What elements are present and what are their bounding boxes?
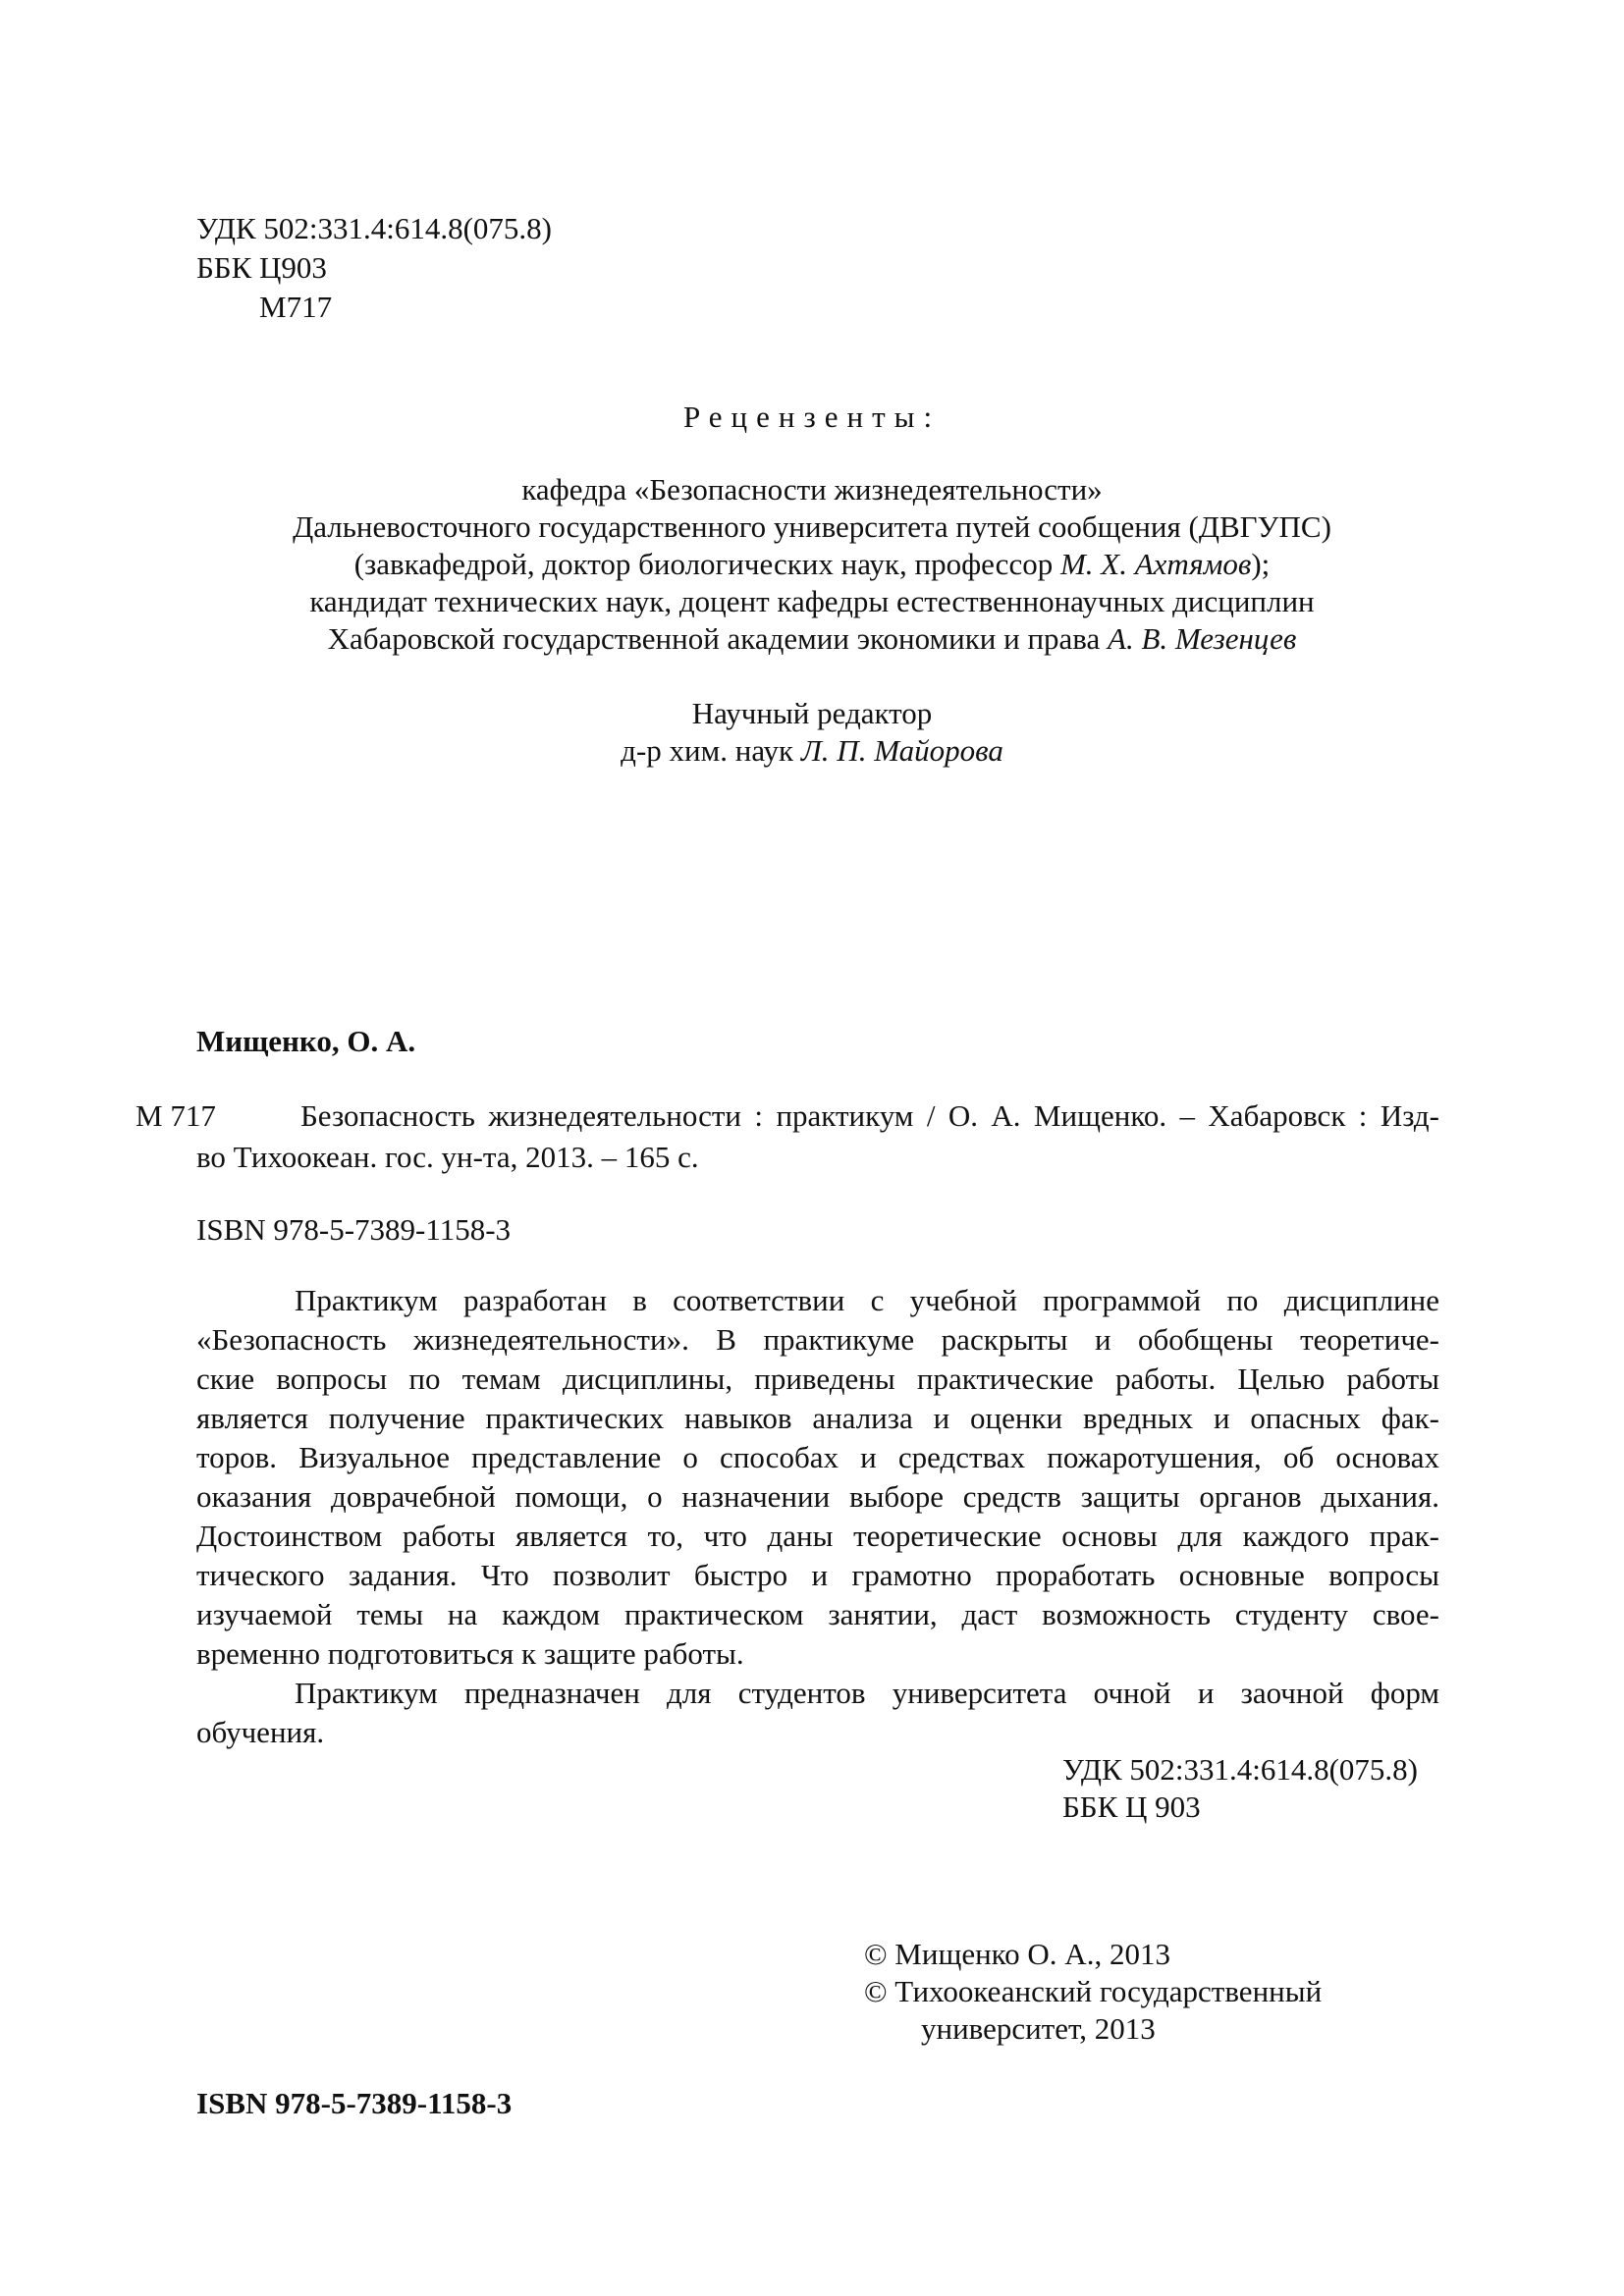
footer-bbk: ББК Ц 903 — [1062, 1789, 1201, 1824]
abstract-line: Практикум предназначен для студентов университета очной и заочной форм — [295, 1676, 1439, 1710]
reviewer-name-2: А. В. Мезенцев — [1108, 621, 1297, 656]
reviewer-line-3-suffix: ); — [1251, 547, 1271, 581]
reviewer-name-1: М. Х. Ахтямов — [1059, 547, 1252, 581]
copyright-publisher: © Тихоокеанский государственный — [864, 1974, 1323, 2008]
reviewer-line-5 — [0, 620, 1624, 658]
editor-degree: д-р хим. наук — [621, 733, 801, 768]
reviewer-line-3 — [0, 546, 1624, 583]
abstract-line: изучаемой темы на каждом практическом занятии, даст возможность студенту свое- — [196, 1597, 1439, 1631]
abstract-line: ские вопросы по темам дисциплины, приведены практические работы. Целью работы — [196, 1362, 1439, 1396]
abstract-line: Достоинством работы является то, что даны теоретические основы для каждого прак- — [196, 1519, 1439, 1553]
reviewer-line-2: Дальневосточного государственного университета путей сообщения (ДВГУПС) — [293, 509, 1331, 544]
udk-code: УДК 502:331.4:614.8(075.8) — [196, 211, 553, 245]
abstract-line: торов. Визуальное представление о способах и средствах пожаротушения, об основах — [196, 1440, 1439, 1474]
abstract-line: является получение практических навыков анализа и оценки вредных и опасных фак- — [196, 1401, 1439, 1435]
record-line-2: во Тихоокеан. гос. ун-та, 2013. – 165 с. — [196, 1140, 699, 1174]
reviewer-line-1: кафедра «Безопасности жизнедеятельности» — [521, 472, 1103, 507]
abstract-paragraph-2 — [196, 1675, 1439, 1753]
editor-line — [0, 732, 1624, 770]
footer-udk: УДК 502:331.4:614.8(075.8) — [1062, 1752, 1419, 1787]
footer-isbn: ISBN 978-5-7389-1158-3 — [196, 2086, 513, 2120]
abstract-line: оказания доврачебной помощи, о назначении выборе средств защиты органов дыхания. — [196, 1479, 1439, 1514]
abstract-paragraph-1 — [196, 1282, 1439, 1675]
abstract-line: временно подготовиться к защите работы. — [196, 1636, 744, 1671]
abstract-line: обучения. — [196, 1715, 325, 1749]
bbk-code: ББК Ц903 — [196, 250, 327, 285]
author-mark: М717 — [259, 290, 333, 324]
editor-title: Научный редактор — [691, 696, 933, 730]
abstract-line: Практикум разработан в соответствии с учебной программой по дисциплине — [295, 1283, 1439, 1317]
copyright-publisher-cont: университет, 2013 — [921, 2011, 1156, 2046]
record-line-1: Безопасность жизнедеятельности : практикум / О. А. Мищенко. – Хабаровск : Изд- — [300, 1098, 1439, 1133]
abstract-line: «Безопасность жизнедеятельности». В практикуме раскрыты и обобщены теоретиче- — [196, 1322, 1439, 1357]
record-author: Мищенко, О. А. — [196, 1024, 416, 1058]
reviewer-line-5-prefix: Хабаровской государственной академии экономики и права — [327, 621, 1109, 656]
copyright-author: © Мищенко О. А., 2013 — [864, 1937, 1170, 1971]
editor-name: Л. П. Майорова — [800, 733, 1003, 768]
reviewers-heading: Рецензенты: — [682, 400, 942, 434]
reviewer-line-3-prefix: (завкафедрой, доктор биологических наук, профессор — [353, 547, 1060, 581]
record-isbn: ISBN 978-5-7389-1158-3 — [196, 1212, 512, 1247]
abstract-line: тического задания. Что позволит быстро и грамотно проработать основные вопросы — [196, 1558, 1439, 1592]
reviewer-line-4: кандидат технических наук, доцент кафедры естественнонаучных дисциплин — [309, 584, 1315, 618]
record-mark: М 717 — [135, 1098, 216, 1133]
